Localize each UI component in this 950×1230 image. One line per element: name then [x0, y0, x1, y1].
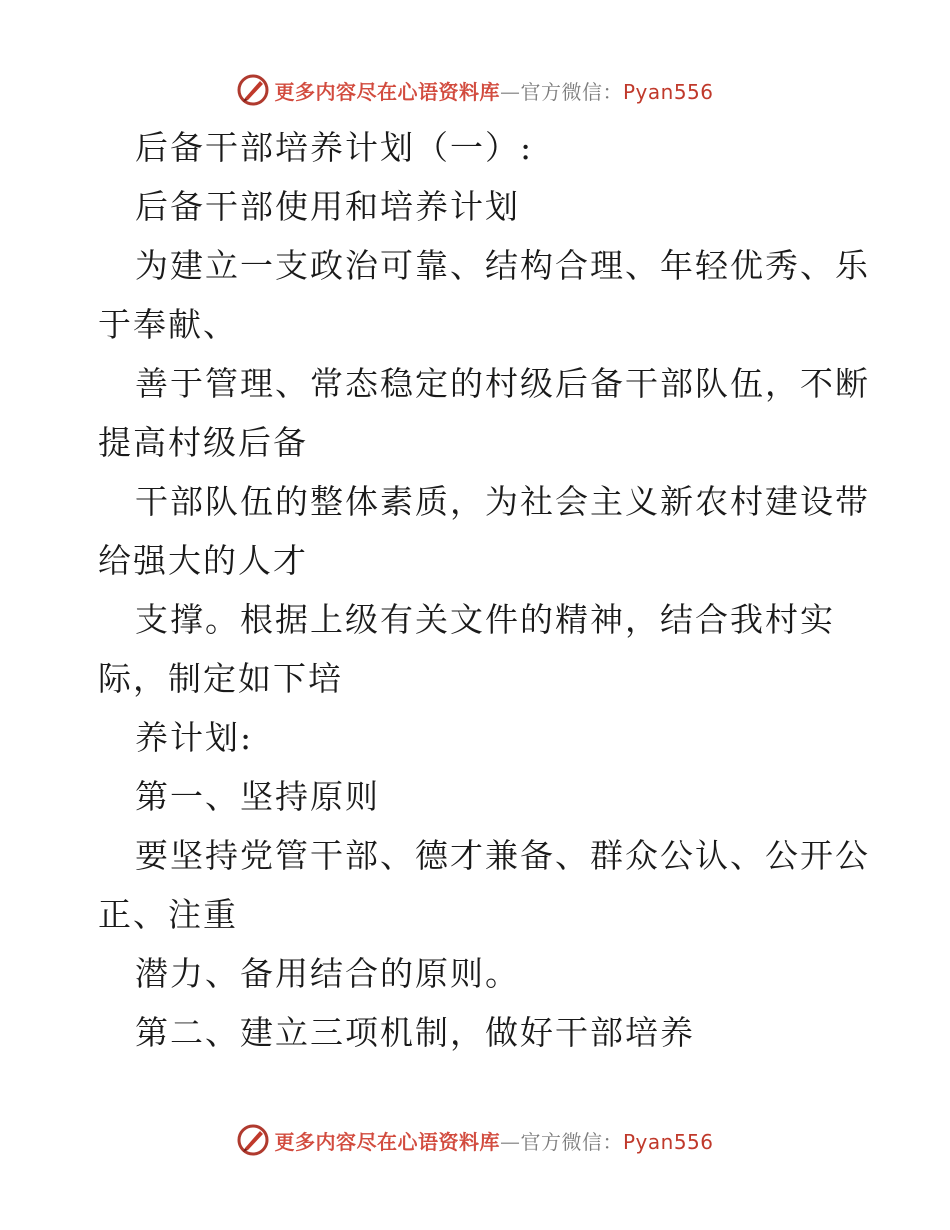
feather-pen-logo-icon: [236, 73, 270, 107]
text-line: 正、注重: [98, 895, 238, 934]
text-line: 潜力、备用结合的原则。: [135, 954, 520, 993]
text-line: 要坚持党管干部、德才兼备、群众公认、公开公: [135, 836, 870, 875]
text-line: 支撑。根据上级有关文件的精神，结合我村实: [135, 600, 835, 639]
text-line: 后备干部培养计划（一）:: [135, 128, 534, 167]
text-line: 第二、建立三项机制，做好干部培养: [135, 1013, 695, 1052]
footer-banner-inner: [236, 1123, 713, 1157]
header-banner: [0, 70, 950, 110]
header-banner-text: [274, 76, 713, 105]
text-line: 际，制定如下培: [98, 659, 343, 698]
text-line: 为建立一支政治可靠、结构合理、年轻优秀、乐: [135, 246, 870, 285]
header-wechat-id: Pyan556: [622, 79, 714, 104]
text-line: 善于管理、常态稳定的村级后备干部队伍，不断: [135, 364, 870, 403]
text-line: 提高村级后备: [98, 423, 308, 462]
footer-wechat-id: Pyan556: [622, 1129, 714, 1154]
text-line: 第一、坚持原则: [135, 777, 380, 816]
text-line: 给强大的人才: [98, 541, 308, 580]
footer-brand-text: 更多内容尽在心语资料库: [274, 1129, 500, 1154]
footer-dash: —: [499, 1129, 521, 1154]
text-line: 养计划:: [135, 718, 254, 757]
feather-pen-logo-icon: [236, 1123, 270, 1157]
footer-banner-text: [274, 1126, 713, 1155]
header-dash: —: [499, 79, 521, 104]
footer-wechat-label: 官方微信：: [520, 1129, 623, 1154]
header-banner-inner: [236, 73, 713, 107]
text-line: 干部队伍的整体素质，为社会主义新农村建设带: [135, 482, 870, 521]
header-wechat-label: 官方微信：: [520, 79, 623, 104]
header-brand-text: 更多内容尽在心语资料库: [274, 79, 500, 104]
document-body: [98, 118, 870, 1062]
footer-banner: [0, 1120, 950, 1160]
text-line: 后备干部使用和培养计划: [135, 187, 520, 226]
text-line: 于奉献、: [98, 305, 238, 344]
